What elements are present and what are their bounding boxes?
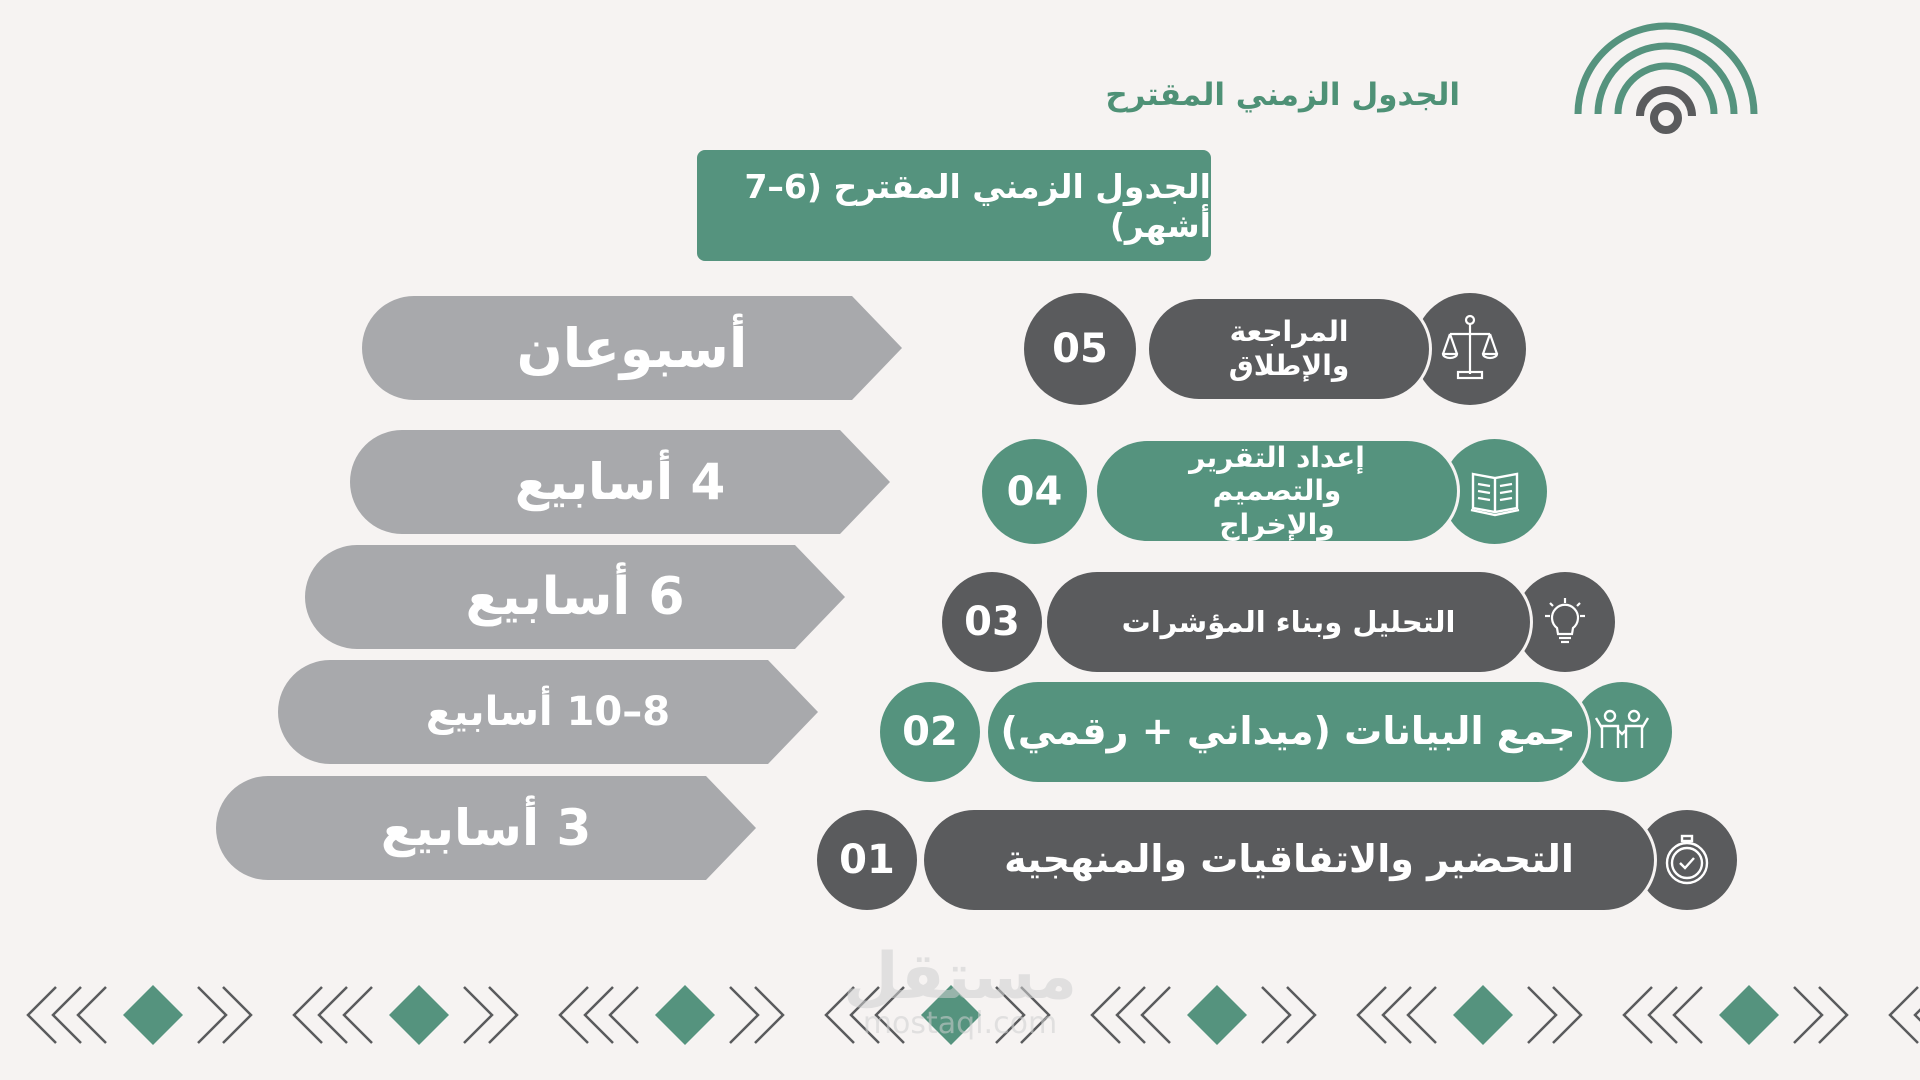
chevron-left-icon (1142, 987, 1170, 1043)
stopwatch-icon (1659, 832, 1715, 888)
book-icon (1467, 464, 1523, 520)
chevron-left-icon (1408, 987, 1436, 1043)
duration-label: 3 أسابيع (380, 799, 592, 857)
watermark-arabic: مستقل (842, 940, 1078, 1014)
step-label-pill: جمع البيانات (ميداني + رقمي) (988, 682, 1588, 782)
step-icon-badge (1515, 572, 1615, 672)
scale-icon (1440, 314, 1500, 384)
duration-arrow-3 (305, 545, 795, 649)
chevron-left-icon (1915, 987, 1920, 1043)
diamond-icon (655, 985, 715, 1045)
step-number: 03 (942, 572, 1042, 672)
step-row-04 (982, 441, 1562, 541)
watermark-latin: mostaql.com (862, 1006, 1058, 1041)
timeline-banner: الجدول الزمني المقترح (6–7 أشهر) (697, 150, 1211, 261)
chevron-right-icon (1528, 987, 1556, 1043)
diamond-icon (1453, 985, 1513, 1045)
diamond-icon (123, 985, 183, 1045)
step-label-pill: التحليل وبناء المؤشرات (1047, 572, 1530, 672)
step-row-05 (1024, 299, 1526, 399)
duration-label: أسبوعان (516, 316, 748, 380)
lightbulb-icon (1537, 594, 1593, 650)
step-label-pill: المراجعة والإطلاق (1149, 299, 1429, 399)
brand-logo-icon (1570, 18, 1765, 138)
step-number: 04 (982, 439, 1087, 544)
duration-label: 8–10 أسابيع (425, 689, 671, 735)
chevron-left-icon (344, 987, 372, 1043)
duration-arrow-4 (278, 660, 768, 764)
diamond-icon (389, 985, 449, 1045)
step-label-pill: إعداد التقرير والتصميم والإخراج (1097, 441, 1457, 541)
step-number: 01 (817, 810, 917, 910)
step-number: 02 (880, 682, 980, 782)
duration-arrow-5 (216, 776, 706, 880)
duration-label: 6 أسابيع (465, 567, 685, 627)
duration-label: 4 أسابيع (514, 453, 726, 511)
watermark (830, 940, 1090, 1041)
step-row-01 (817, 810, 1737, 910)
step-label-pill: التحضير والاتفاقيات والمنهجية (924, 810, 1654, 910)
step-icon-badge (1414, 293, 1526, 405)
chevron-right-icon (464, 987, 492, 1043)
chevron-left-icon (78, 987, 106, 1043)
step-icon-badge (1442, 439, 1547, 544)
duration-arrow-1 (362, 296, 852, 400)
header-title: الجدول الزمني المقترح (1105, 77, 1460, 113)
step-number: 05 (1024, 293, 1136, 405)
chevron-right-icon (1794, 987, 1822, 1043)
diamond-icon (1187, 985, 1247, 1045)
diamond-icon (1719, 985, 1779, 1045)
chevron-left-icon (1674, 987, 1702, 1043)
step-row-02 (880, 682, 1670, 782)
duration-arrow-2 (350, 430, 840, 534)
chevron-left-icon (610, 987, 638, 1043)
chevron-right-icon (198, 987, 226, 1043)
chevron-right-icon (730, 987, 758, 1043)
chevron-right-icon (1262, 987, 1290, 1043)
people-icon (1592, 704, 1652, 760)
step-row-03 (942, 572, 1617, 672)
